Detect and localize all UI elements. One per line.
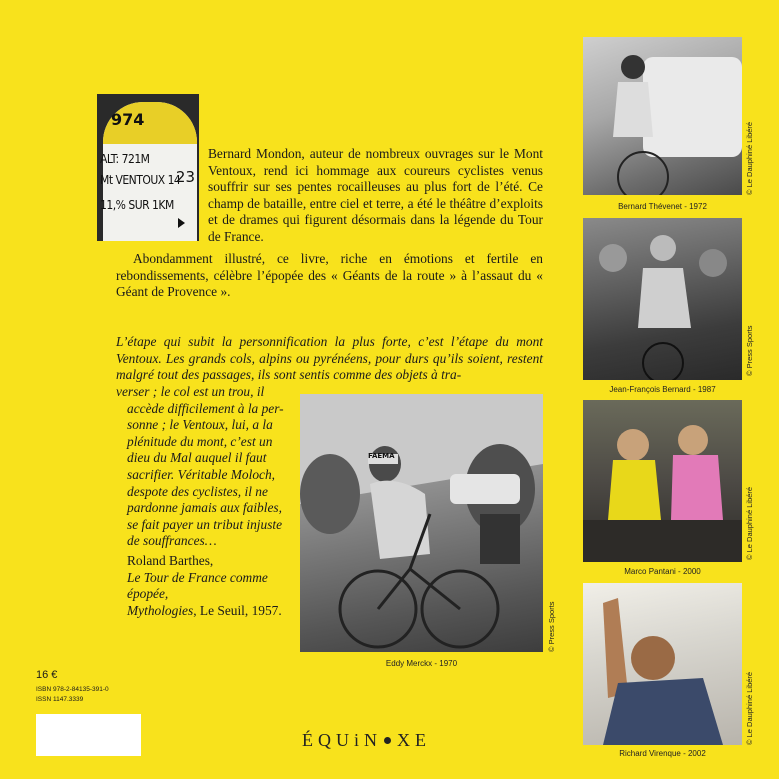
center-photo-credit: © Press Sports xyxy=(547,601,556,652)
bernard-caption: Jean-François Bernard - 1987 xyxy=(609,385,716,394)
milestone-arrow-icon xyxy=(178,218,185,228)
quote-line: dieu du Mal auquel il faut xyxy=(127,450,267,466)
quote-book-title: Le Tour de France comme épopée, xyxy=(127,569,268,602)
intro-paragraph: Bernard Mondon, auteur de nombreux ouvrages sur le Mont Ventoux, rend ici hommage aux coureurs cyclistes venus souffrir sur ses pentes rocailleuses au plus fort de l’été. Ce champ de bataille, entre ciel et terre, a été le théâtre d’exploits et de drames qui figurent désormais dans la légende du Tour de France. xyxy=(208,146,543,244)
cyclists-duel-illustration xyxy=(583,400,742,562)
publisher-logo xyxy=(302,728,482,752)
issn: ISSN 1147.3339 xyxy=(36,695,84,703)
cyclist-illustration xyxy=(300,394,543,652)
jersey-label: FAEMA xyxy=(368,452,395,460)
quote-line: se fait payer un tribut injuste xyxy=(127,516,283,532)
quote-line: accède difficilement à la per- xyxy=(127,400,284,416)
bernard-photo xyxy=(583,218,742,380)
isbn: ISBN 978-2-84135-391-0 xyxy=(36,686,109,693)
logo-text-left: ÉQUiN xyxy=(302,729,382,750)
quote-attribution xyxy=(127,553,297,619)
quote-author: Roland Barthes, xyxy=(127,553,214,568)
milestone-destination: Mt VENTOUX 14 xyxy=(100,173,181,187)
pantani-credit: © Le Dauphiné Libéré xyxy=(745,486,754,560)
cyclist-victory-illustration xyxy=(583,583,742,745)
logo-dot-icon xyxy=(384,737,391,744)
isbn-block xyxy=(36,685,109,704)
quote-book-title-2: Mythologies xyxy=(127,602,194,618)
quote-line: de souffrances… xyxy=(127,533,217,549)
milestone-altitude: ALT: 721M xyxy=(100,152,150,166)
milestone-photo xyxy=(97,94,199,241)
center-photo-caption: Eddy Merckx - 1970 xyxy=(385,659,458,668)
quote-line: despote des cyclistes, il ne xyxy=(127,483,268,499)
quote-opening: L’étape qui subit la personnification la plus forte, c’est l’étape du mont Ventoux. Les grands cols, alpins ou pyrénéens, pour durs qu’ils soient, restent malgré tout des passages, ils sont sentis comme des objets à tra- xyxy=(116,334,543,383)
milestone-gradient: 11,% SUR 1KM xyxy=(100,198,174,212)
virenque-credit: © Le Dauphiné Libéré xyxy=(745,671,754,745)
milestone-number: 974 xyxy=(111,110,145,129)
quote-publisher: , Le Seuil, 1957. xyxy=(193,602,282,618)
pantani-photo xyxy=(583,400,742,562)
virenque-caption: Richard Virenque - 2002 xyxy=(619,749,706,758)
thevenet-credit: © Le Dauphiné Libéré xyxy=(745,121,754,195)
eddy-merckx-photo xyxy=(300,394,543,652)
price: 16 € xyxy=(36,669,58,681)
quote-line: pardonne jamais aux faibles, xyxy=(127,500,282,516)
thevenet-caption: Bernard Thévenet - 1972 xyxy=(618,202,707,211)
barcode-area xyxy=(36,714,141,756)
cyclist-crowd-illustration xyxy=(583,218,742,380)
intro-paragraph-2: Abondamment illustré, ce livre, riche en émotions et fertile en rebondissements, célèbre l’épopée des « Géants de la route » à l’assaut du « Géant de Provence ». xyxy=(116,251,543,300)
milestone-side-number: 23 xyxy=(175,168,195,186)
pantani-caption: Marco Pantani - 2000 xyxy=(624,567,701,576)
quote-line: verser ; le col est un trou, il xyxy=(116,384,265,399)
quote-continuation xyxy=(116,384,294,550)
quote-line: plénitude du mont, c’est un xyxy=(127,433,273,449)
quote-line: sonne ; le Ventoux, lui, a la xyxy=(127,417,273,433)
cyclist-car-illustration xyxy=(583,37,742,195)
virenque-photo xyxy=(583,583,742,745)
quote-line: sacrifier. Véritable Moloch, xyxy=(127,466,276,482)
logo-text-right: XE xyxy=(397,729,431,750)
bernard-credit: © Press Sports xyxy=(745,325,754,376)
thevenet-photo xyxy=(583,37,742,195)
